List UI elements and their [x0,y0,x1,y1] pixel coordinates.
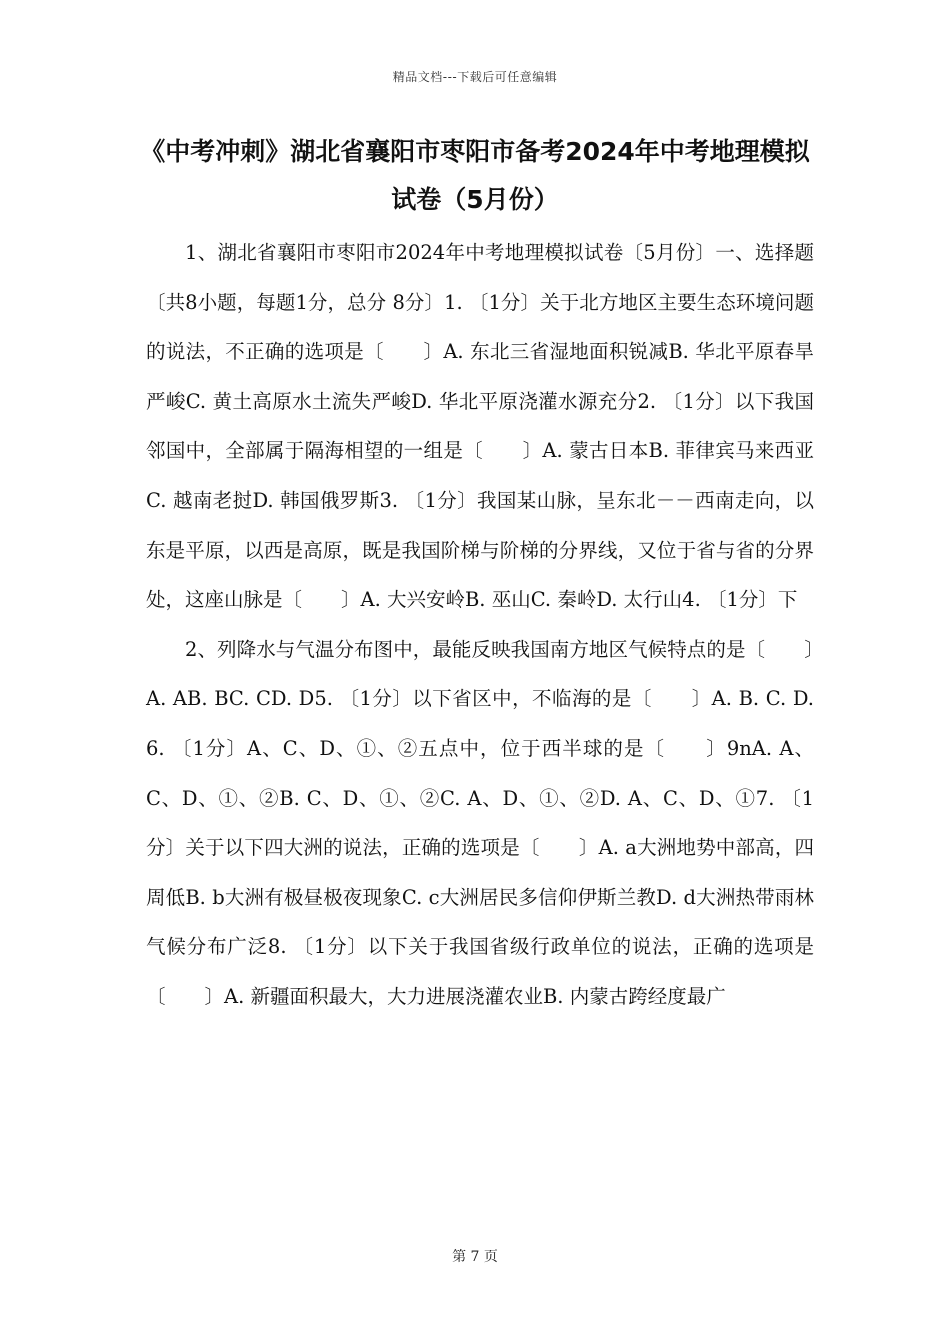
page-header: 精品文档---下载后可任意编辑 [392,70,558,84]
paragraph-1: 1、湖北省襄阳市枣阳市2024年中考地理模拟试卷〔5月份〕一、选择题〔共8小题，每题1分，总分 8分〕1. 〔1分〕关于北方地区主要生态环境问题的说法，不正确的选项是〔 〕A. 东北三省湿地面积锐减B. 华北平原春旱严峻C. 黄土高原水土流失严峻D. 华北平原浇灌水源充分2. 〔1分〕以下我国邻国中，全部属于隔海相望的一组是〔 〕A. 蒙古日本B. 菲律宾马来西亚C. 越南老挝D. 韩国俄罗斯3. 〔1分〕我国某山脉，呈东北－－西南走向，以东是平原，以西是高原，既是我国阶梯与阶梯的分界线，又位于省与省的分界处，这座山脉是〔 〕A. 大兴安岭B. 巫山C. 秦岭D. 太行山4. 〔1分〕下 [146,241,814,612]
paragraph-2: 2、列降水与气温分布图中，最能反映我国南方地区气候特点的是〔 〕A. AB. BC. CD. D5. 〔1分〕以下省区中，不临海的是〔 〕A. B. C. D. 6. 〔1分〕A、C、D、①、②五点中，位于西半球的是〔 〕9nA. A、C、D、①、②B. C、D、①、②C. A、D、①、②D. A、C、D、①7. 〔1分〕关于以下四大洲的说法，正确的选项是〔 〕A. a大洲地势中部高，四周低B. b大洲有极昼极夜现象C. c大洲居民多信仰伊斯兰教D. d大洲热带雨林气候分布广泛8. 〔1分〕以下关于我国省级行政单位的说法，正确的选项是〔 〕A. 新疆面积最大，大力进展浇灌农业B. 内蒙古跨经度最广 [146,637,814,1008]
document-title: 《中考冲刺》湖北省襄阳市枣阳市备考2024年中考地理模拟试卷（5月份） [140,137,810,214]
page-number: 第 7 页 [452,1249,498,1265]
document-body [146,228,814,1022]
